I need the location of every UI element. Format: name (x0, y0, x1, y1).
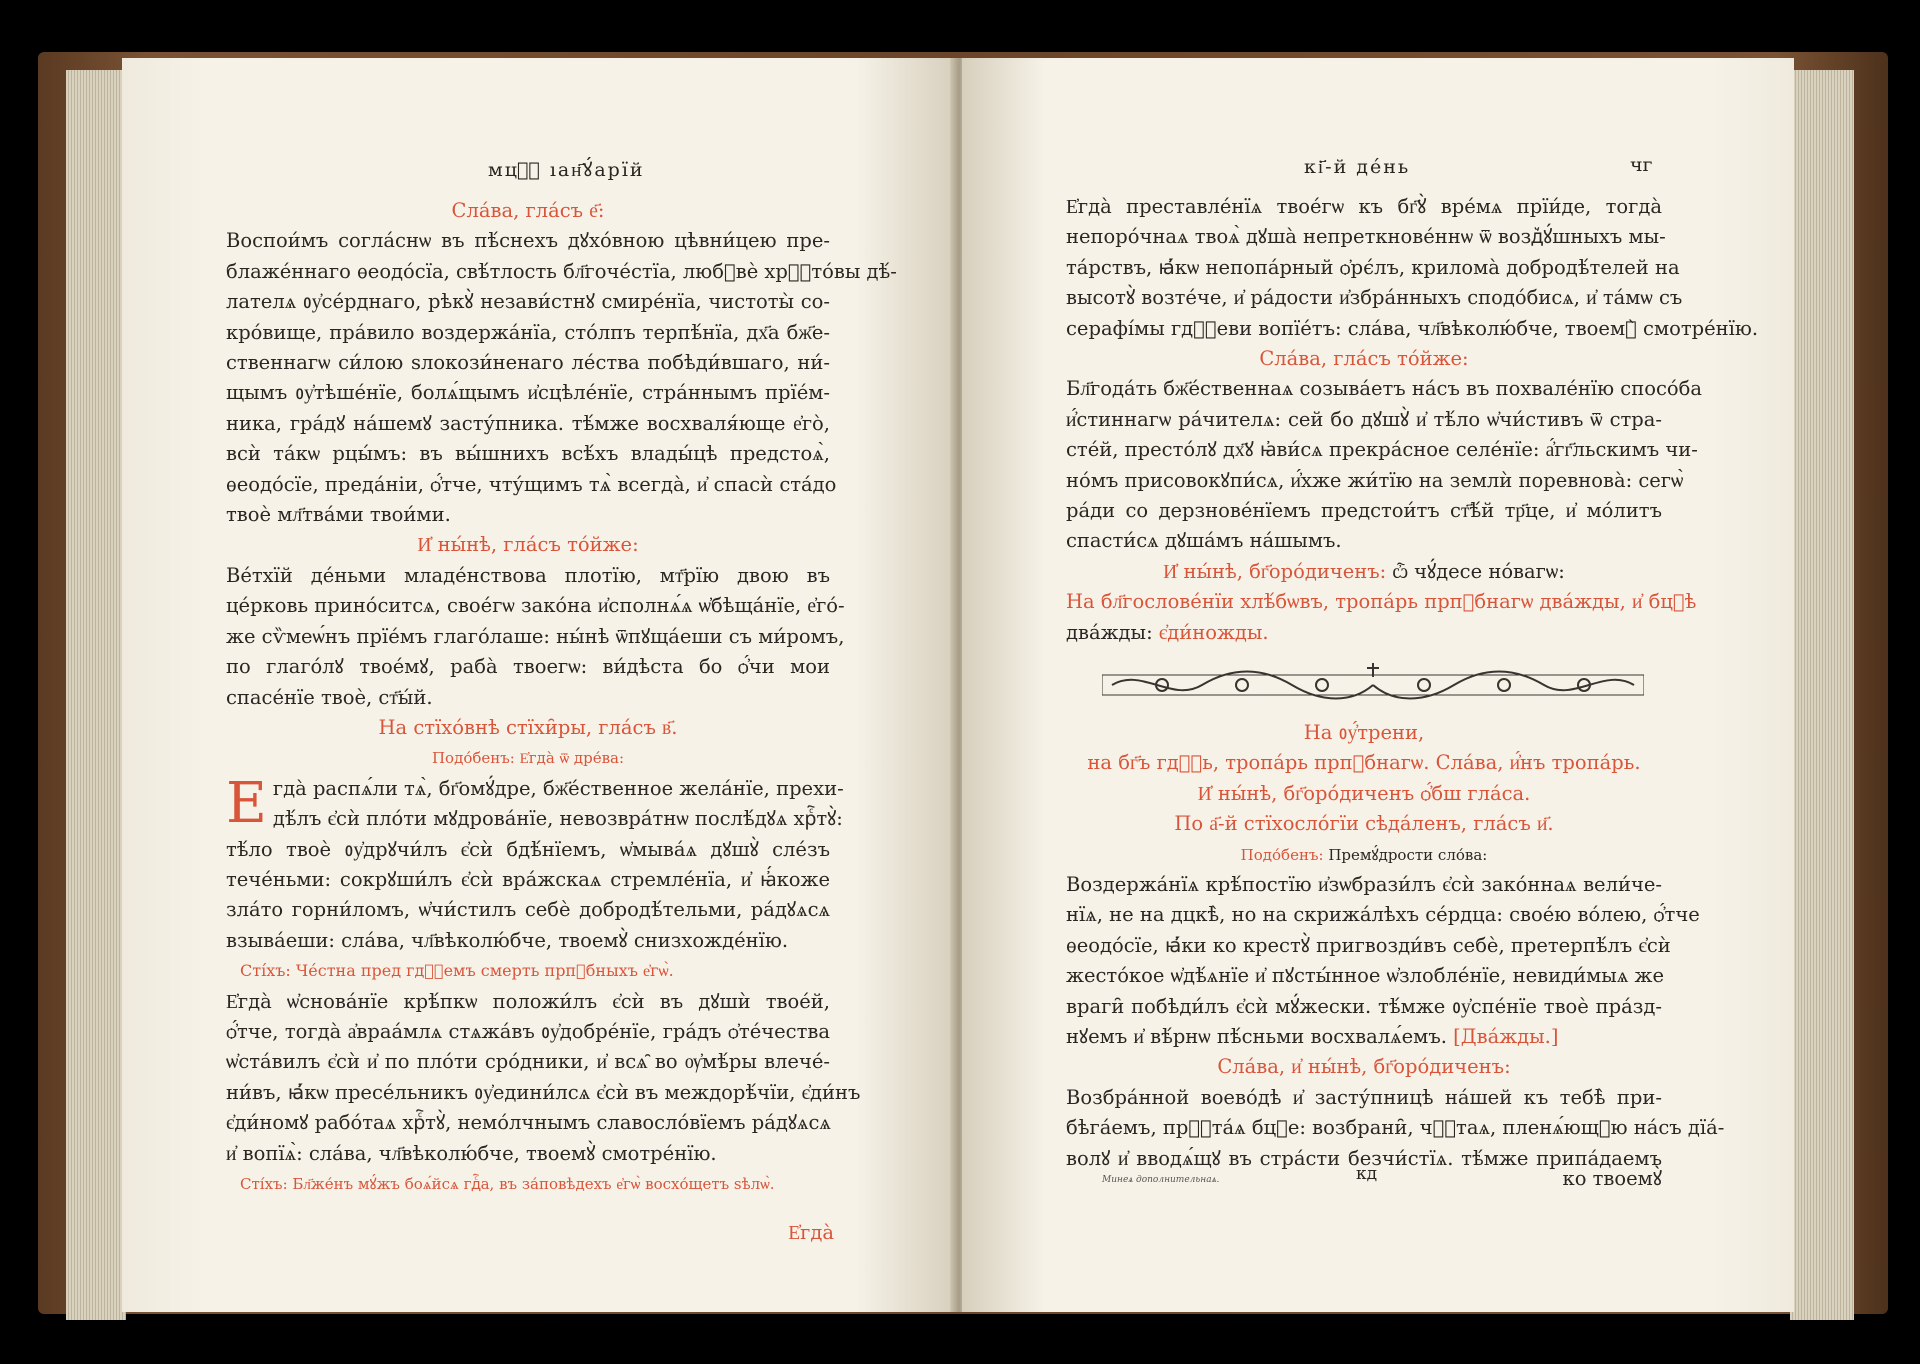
ornamental-headpiece (1102, 663, 1644, 703)
text-line: нꙋемъ и҆ вѣ́рнѡ пѣ́сньми восхвалѧ́емъ. (1066, 1025, 1447, 1049)
text-line: тече́ньми: сокрꙋши́лъ є҆сѝ вра́жскаѧ стремле́нїа, и҆ ꙗ҆́коже (226, 867, 830, 891)
matins-line-4: По а҃-й стїхосло́гїи сѣда́ленъ, гла́съ и҃. (1174, 812, 1554, 836)
stikh-chestna (226, 956, 830, 986)
text-line: зла́то горни́ломъ, ѡ҆чи́стилъ себѐ добродѣ́тельми, ра́дꙋѧсѧ (226, 898, 830, 922)
text-line-with-dvazhdy (1066, 1022, 1662, 1052)
podoben-label: Подо́бенъ: (1240, 845, 1324, 864)
text-line: Е҆гда̀ преставле́нїѧ твое́гѡ къ бг҃ꙋ̀ вре́мѧ прїи́де, тогда̀ (1066, 195, 1662, 218)
text-line: ра́ди со дерзнове́нїемъ предстои́тъ ст҃ѣ́й тр҃це, и҆ мо́литъ (1066, 499, 1662, 523)
text-line: гда̀ распѧ́ли тѧ̀, бг҃омꙋ́дре, бж҃е́ственное жела́нїе, прехи- (272, 776, 844, 800)
text-line: Воздержа́нїѧ крѣ́постїю и҆зѡбрази́лъ є҆сѝ зако́ннаѧ вели́че- (1066, 873, 1662, 897)
rubric-tail: ѽ чꙋ́десе но́вагѡ: (1392, 559, 1565, 583)
text-line: ѳеодо́сїе, преда́ніи, ѻ҆́тче, чту́щимъ тѧ̀ всегда̀, и҆ спасѝ ста́до (226, 472, 837, 496)
paragraph-vospoim (226, 226, 897, 530)
text-line: но́мъ присовокꙋпи́сѧ, и҆́хже жи́тїю на землѝ поревнова̀: сегѡ̀ (1066, 468, 1684, 492)
text-line: сте́й, престо́лꙋ дх҃ꙋ ꙗ҆ви́сѧ прекра́сное селе́нїе: а҆́гг҃льскимъ чи- (1066, 438, 1698, 462)
right-page (962, 58, 1794, 1312)
dvazhdy-text: два́жды: (1066, 620, 1153, 644)
paragraph-vozbrannoi (1066, 1083, 1725, 1174)
dvazhdy-line (1066, 618, 1662, 648)
text-line: ни́въ, ꙗ҆́кѡ пресе́льникъ ᲂу҆едини́лсѧ є҆сѝ въ междорѣ́чїи, є҆ди́нъ (226, 1080, 861, 1104)
text-line: ѻ҆́тче, тогда̀ а҆враа́млѧ стѧжа́въ ᲂу҆добре́нїе, гра́дъ ѻ҆те́чества (226, 1019, 830, 1043)
podoben-premudrosti (1066, 840, 1662, 870)
rubric-slava-glas-5: Сла́ва, гла́съ е҃: (451, 199, 605, 222)
left-page (122, 58, 956, 1312)
text-line: жесто́кое ѡ҆дѣ́ѧнїе и҆ пꙋсты́нное ѡ҆злобле́нїе, невиди́мыѧ же (1066, 964, 1664, 988)
text-line: щымъ ᲂу҆тѣше́нїе, болѧ́щымъ и҆сцѣле́нїе, стра́ннымъ прїе́м- (226, 381, 830, 405)
text-line: серафі́мы гдⷭ҇еви вопїе́тъ: сла́ва, чл҃вѣколю́бче, твоемꙋ̀ смотре́нїю. (1066, 316, 1759, 340)
text-line: тѣ́ло твоѐ ᲂу҆дрꙋчи́лъ є҆сѝ бдѣ́нїемъ, ѡ҆мыва́ѧ дꙋшꙋ̀ сле́зъ (226, 837, 830, 861)
paragraph-vetkhii (226, 561, 845, 713)
rubric-na-stikhovne: На стїхо́внѣ стїхи̑ры, гла́съ в҃. (378, 715, 678, 739)
paragraph-vozderzhaniya (1066, 870, 1700, 1052)
page-number: чг (1630, 154, 1653, 176)
blagoslovenie-khlebov: На бл҃гослове́нїи хлѣ́бѡвъ, тропа́рь прпⷣбнагѡ два́жды, и҆ бцⷣѣ (1066, 590, 1697, 614)
paragraph-egda-raspyali (226, 770, 844, 956)
matins-title: На ᲂу҆́трени, (1303, 721, 1425, 744)
stikh-text: Сті́хъ: Че́стна пред гдⷭ҇емъ смерть прпⷣбныхъ е҆гѡ̀. (240, 961, 674, 981)
edinozhdy-text: є҆ди́ножды. (1158, 620, 1269, 644)
text-line: твоѐ мл҃тва́ми твои́ми. (226, 503, 451, 527)
text-line: Возбра́нной воево́дѣ и҆ засту́пницѣ на́шей къ тебѣ̀ при- (1066, 1085, 1662, 1109)
left-running-header: мцⷭ҇ ıан҃ꙋ́арїй (488, 159, 645, 181)
text-line: бѣга́емъ, прⷭ҇та́ѧ бцⷣе: возбрани̑, чⷭ҇таѧ, пленѧ́ющꙋю на́съ дїа́- (1066, 1116, 1725, 1140)
text-line: и҆́стиннагѡ ра́чителѧ: сей бо дꙋшꙋ̀ и҆ тѣ́ло ѡ҆чи́стивъ ѿ стра- (1066, 407, 1662, 431)
right-running-header: кі҃-й де́нь (1304, 156, 1411, 178)
text-line: волꙋ и҆ вводѧ́щꙋ въ стра́сти безчи́стїѧ. тѣ́мже припа́даемъ (1066, 1146, 1662, 1170)
text-line: ѳеодо́сїе, ꙗ҆́ки ко крестꙋ̀ пригвозди́въ себѐ, претерпѣ́лъ є҆сѝ (1066, 933, 1671, 957)
text-line: по глаго́лꙋ твое́мꙋ, раба̀ твоегѡ: ви́дѣста бо ѻ҆́чи мои (226, 655, 830, 679)
paragraph-blagodat (1066, 374, 1702, 556)
rubric-slava-glas-toizhe: Сла́ва, гла́съ то́йже: (1259, 347, 1469, 371)
right-text-block-bottom (1066, 718, 1725, 1174)
page-stack-left (66, 70, 126, 1320)
text-line: є҆ди́номꙋ рабо́таѧ хрⷭ҇тꙋ̀, немо́лчнымъ славосло́вїемъ ра́дꙋѧсѧ (226, 1111, 831, 1135)
right-catchword: ко твоемꙋ̀ (1562, 1167, 1662, 1190)
rubric-text: И҆ ны́нѣ, бг҃оро́диченъ: (1163, 559, 1387, 583)
rubric-slava-i-nyne: Сла́ва, и҆ ны́нѣ, бг҃оро́диченъ: (1217, 1055, 1511, 1079)
rubric-bogorodichen (1066, 557, 1662, 587)
text-line: ѡ҆ста́вилъ є҆сѝ и҆ по пло́ти сро́дники, и҆ всѧ̑ во ѹ҆мѣ́ры влече́- (226, 1050, 830, 1074)
text-line: Ве́тхїй де́ньми младе́нствова плотїю, мт҃рїю двою въ (226, 563, 830, 587)
text-line: дѣ́лъ є҆сѝ пло́ти мꙋдрова́нїе, невозвра́тнѡ послѣ́дꙋѧ хрⷭ҇тꙋ̀: (272, 807, 843, 831)
text-line: непоро́чнаѧ твоѧ̀ дꙋша̀ непреткнове́ннѡ ѿ возд꙽ꙋ́шныхъ мы- (1066, 225, 1666, 249)
podoben-text: Премꙋ́дрости сло́ва: (1328, 845, 1488, 864)
text-line: же сѷмеѡ́нъ прїе́мъ глаго́лаше: ны́нѣ ѿпꙋща́еши съ ми́ромъ, (226, 624, 845, 648)
drop-cap: Е (226, 770, 267, 836)
paragraph-egda-prestavleniya (1066, 192, 1759, 344)
dvazhdy-note: [Два́жды.] (1453, 1025, 1559, 1049)
text-line: кро́вище, пра́вило воздержа́нїа, сто́лпъ терпѣ́нїа, дх҃а бж҃е- (226, 320, 830, 344)
paragraph-egda-osnovanie (226, 987, 861, 1169)
page-stack-right (1790, 70, 1854, 1320)
right-text-block-top (1066, 192, 1759, 648)
matins-line-3: И҆ ны́нѣ, бг҃оро́диченъ ѻ҆́бш гла́са. (1197, 781, 1531, 805)
text-line: нїѧ, не на дцкѣ̀, но на скрижа́лѣхъ се́рдца: свое́ю во́лею, ѻ҆́тче (1066, 903, 1700, 927)
left-text-block (226, 196, 897, 1199)
text-line: Бл҃года́ть бж҃е́ственнаѧ созыва́етъ на́съ въ похвале́нїю спосо́ба (1066, 377, 1702, 401)
text-line: це́рковь прино́ситсѧ, свое́гѡ зако́на и҆сполнѧ́ѧ ѡ҆бѣща́нїе, е҆го́- (226, 594, 845, 618)
footer-signature: Минеѧ дополнительнаѧ. (1102, 1175, 1220, 1185)
text-line: та́рствъ, ꙗ҆́кѡ непопа́рный ѻ҆рє́лъ, крилома̀ добродѣ́телей на (1066, 255, 1680, 279)
rubric-i-nyne: И҆ ны́нѣ, гла́съ то́йже: (417, 533, 639, 557)
text-line: ственнагѡ си́лою ѕлокози́ненаго ле́ства побѣди́вшаго, ни́- (226, 351, 830, 375)
text-line: всѝ та́кѡ рцы́мъ: въ вы́шнихъ всѣ́хъ влады́цѣ предстоѧ̀, (226, 442, 830, 466)
text-line: ника, гра́дꙋ на́шемꙋ засту́пника. тѣ́мже восхваля́юще е҆го̀, (226, 411, 830, 435)
podoben-egda-ot-dreva: Подо́бенъ: Е҆гда̀ ѿ дре́ва: (431, 749, 625, 768)
text-line: спасти́сѧ дꙋша́мъ на́шымъ. (1066, 529, 1342, 553)
text-line: Е҆гда̀ ѡ҆снова́нїе крѣ́пкѡ положи́лъ є҆сѝ въ дꙋшѝ твое́й, (226, 989, 830, 1013)
signature-mark: кд (1356, 1164, 1378, 1184)
left-catchword: Е҆гда̀ (788, 1221, 834, 1244)
text-line: блаже́ннаго ѳеодо́сїа, свѣ́тлость бл҃гоче́стїа, люб꙽вѐ хрⷭ҇то́вы дѣ́- (226, 259, 897, 283)
text-line: взыва́еши: сла́ва, чл҃вѣколю́бче, твоемꙋ̀ снизхожде́нїю. (226, 928, 789, 952)
text-line: враги̑ побѣди́лъ є҆сѝ мꙋ́жески. тѣ́мже ᲂу҆спе́нїе твоѐ пра́зд- (1066, 994, 1662, 1018)
text-line: Воспои́мъ согла́снѡ въ пѣ́снехъ дꙋхо́вною цѣвни́цею пре- (226, 229, 830, 253)
stikh-blazhen: Сті́хъ: Бл҃же́нъ мꙋ́жъ боѧ́йсѧ гдⷭ҇а, въ за́повѣдехъ е҆гѡ̀ восхо́щетъ ѕѣлѡ̀. (240, 1175, 775, 1193)
text-line: лателѧ ᲂу҆се́рднаго, рѣкꙋ̀ незави́стнꙋ смире́нїа, чистоты̀ со- (226, 290, 830, 314)
text-line: высотꙋ̀ возте́че, и҆ ра́дости и҆збра́нныхъ сподо́бисѧ, и҆ та́мѡ съ (1066, 286, 1683, 310)
text-line: спасе́нїе твоѐ, ст҃ы́й. (226, 685, 433, 709)
matins-line-2: на бг҃ъ гдⷭ҇ь, тропа́рь прпⷣбнагѡ. Сла́ва, и҆́нъ тропа́рь. (1087, 751, 1641, 775)
text-line: и҆ вопїѧ̀: сла́ва, чл҃вѣколю́бче, твоемꙋ̀ смотре́нїю. (226, 1141, 717, 1165)
